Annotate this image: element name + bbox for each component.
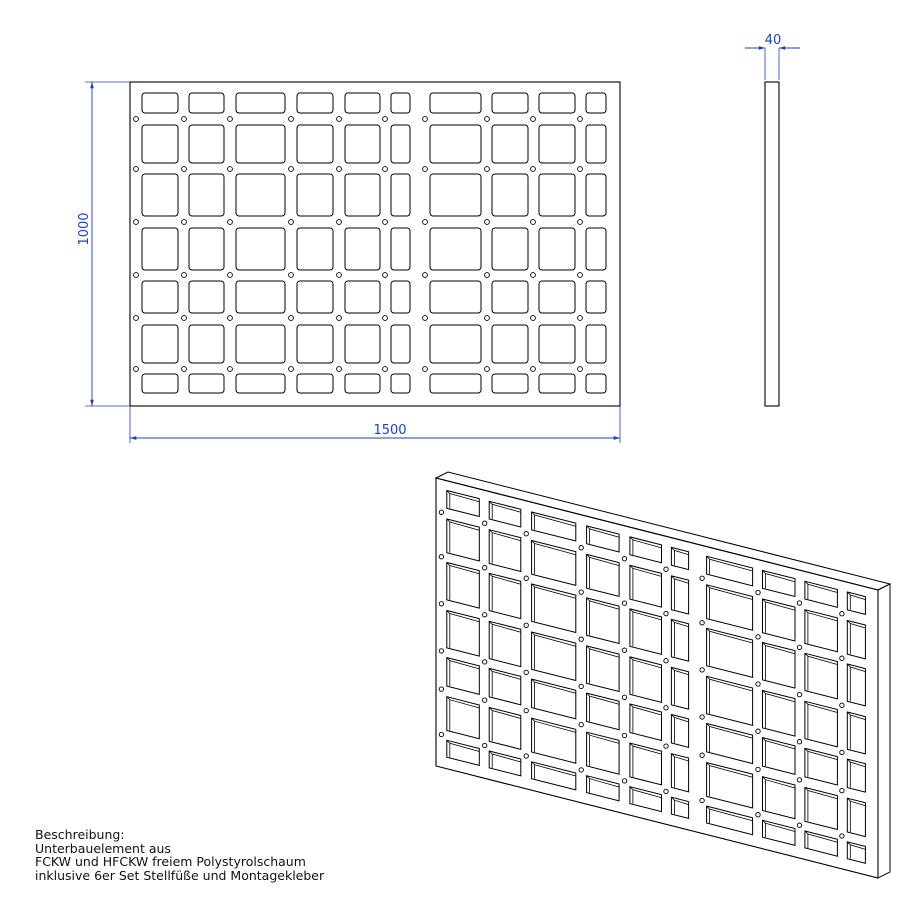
front-hole — [182, 167, 187, 172]
iso-hole — [622, 695, 626, 699]
front-cell — [586, 228, 606, 270]
iso-hole — [622, 601, 626, 605]
front-hole — [531, 367, 536, 372]
front-hole — [383, 167, 388, 172]
front-hole — [337, 316, 342, 321]
iso-hole — [700, 576, 704, 580]
front-cell — [586, 374, 606, 393]
front-cell — [189, 325, 224, 363]
iso-hole — [579, 590, 583, 594]
front-cell — [189, 125, 224, 163]
front-cell — [297, 325, 333, 363]
front-cell — [189, 93, 224, 113]
front-hole — [485, 220, 490, 225]
front-cell — [297, 374, 333, 393]
front-cell — [189, 281, 224, 313]
front-cell — [492, 281, 528, 313]
iso-hole — [797, 740, 801, 744]
front-hole — [485, 117, 490, 122]
front-hole — [531, 220, 536, 225]
front-cell — [430, 281, 481, 313]
iso-cell — [630, 704, 662, 741]
front-hole — [289, 167, 294, 172]
front-hole — [485, 273, 490, 278]
iso-hole — [579, 546, 583, 550]
iso-hole — [483, 613, 487, 617]
iso-hole — [524, 708, 528, 712]
front-cell — [345, 93, 380, 113]
front-cell — [236, 325, 285, 363]
front-hole — [578, 167, 583, 172]
iso-hole — [700, 621, 704, 625]
front-cell — [297, 228, 333, 270]
front-cell — [492, 374, 528, 393]
iso-cell — [587, 693, 620, 730]
front-hole — [423, 167, 428, 172]
front-cell — [391, 228, 410, 270]
front-cell — [539, 93, 575, 113]
front-hole — [228, 273, 233, 278]
front-cell — [430, 125, 481, 163]
front-cell — [345, 281, 380, 313]
iso-hole — [840, 750, 844, 754]
front-cell — [189, 174, 224, 216]
front-hole — [531, 167, 536, 172]
front-hole — [289, 316, 294, 321]
front-hole — [134, 273, 139, 278]
front-view-holes — [134, 117, 583, 372]
iso-hole — [700, 668, 704, 672]
iso-hole — [840, 703, 844, 707]
iso-hole — [756, 767, 760, 771]
iso-hole — [840, 834, 844, 838]
iso-hole — [622, 779, 626, 783]
front-hole — [228, 167, 233, 172]
front-cell — [142, 93, 178, 113]
iso-cell — [707, 628, 753, 677]
front-cell — [586, 325, 606, 363]
front-hole — [134, 167, 139, 172]
front-hole — [383, 220, 388, 225]
iso-hole — [840, 788, 844, 792]
front-hole — [228, 117, 233, 122]
iso-hole — [797, 645, 801, 649]
front-hole — [578, 316, 583, 321]
front-cell — [391, 325, 410, 363]
panel-outline — [130, 82, 620, 406]
width-label: 1500 — [373, 423, 407, 438]
front-cell — [142, 281, 178, 313]
iso-hole — [664, 611, 668, 615]
side-outline — [765, 82, 779, 406]
dimension-height — [77, 82, 130, 406]
front-hole — [337, 167, 342, 172]
front-hole — [289, 220, 294, 225]
front-hole — [423, 117, 428, 122]
front-hole — [337, 220, 342, 225]
description-heading: Beschreibung: — [35, 827, 125, 842]
iso-hole — [700, 798, 704, 802]
front-hole — [182, 220, 187, 225]
iso-hole — [622, 733, 626, 737]
iso-hole — [524, 754, 528, 758]
front-cell — [430, 325, 481, 363]
iso-hole — [579, 684, 583, 688]
front-hole — [289, 367, 294, 372]
iso-hole — [622, 557, 626, 561]
front-cell — [236, 174, 285, 216]
iso-hole — [756, 729, 760, 733]
iso-hole — [840, 656, 844, 660]
iso-cell — [763, 738, 796, 775]
description-block — [35, 828, 324, 882]
iso-hole — [664, 659, 668, 663]
front-hole — [182, 367, 187, 372]
front-hole — [531, 316, 536, 321]
front-cell — [345, 374, 380, 393]
iso-cell — [763, 777, 796, 819]
front-hole — [485, 367, 490, 372]
iso-hole — [579, 637, 583, 641]
iso-hole — [439, 649, 443, 653]
front-hole — [423, 220, 428, 225]
front-hole — [578, 220, 583, 225]
iso-hole — [483, 521, 487, 525]
iso-hole — [524, 670, 528, 674]
iso-side-edge — [878, 584, 890, 878]
front-cell — [492, 228, 528, 270]
iso-cell — [532, 584, 576, 633]
front-hole — [228, 367, 233, 372]
front-cell — [539, 174, 575, 216]
iso-hole — [439, 555, 443, 559]
iso-cell — [707, 585, 753, 630]
iso-hole — [439, 602, 443, 606]
front-hole — [578, 367, 583, 372]
front-hole — [134, 220, 139, 225]
front-hole — [289, 117, 294, 122]
front-cell — [586, 93, 606, 113]
iso-hole — [579, 768, 583, 772]
iso-hole — [622, 648, 626, 652]
front-cell — [142, 325, 178, 363]
front-hole — [485, 167, 490, 172]
dimension-width — [130, 406, 620, 443]
iso-hole — [664, 567, 668, 571]
front-cell — [297, 125, 333, 163]
front-cell — [492, 125, 528, 163]
iso-cell — [532, 718, 576, 763]
iso-cell — [447, 697, 480, 739]
iso-cell — [447, 658, 480, 695]
iso-cell — [805, 748, 838, 785]
front-cell — [539, 325, 575, 363]
iso-hole — [439, 687, 443, 691]
front-cell — [142, 228, 178, 270]
front-cell — [236, 93, 285, 113]
front-cell — [236, 281, 285, 313]
front-hole — [182, 316, 187, 321]
front-hole — [383, 316, 388, 321]
iso-cell — [671, 547, 688, 569]
front-hole — [228, 220, 233, 225]
front-hole — [337, 367, 342, 372]
front-cell — [539, 374, 575, 393]
iso-hole — [439, 510, 443, 514]
front-hole — [134, 316, 139, 321]
front-hole — [289, 273, 294, 278]
iso-hole — [756, 590, 760, 594]
front-cell — [142, 125, 178, 163]
front-hole — [383, 117, 388, 122]
front-hole — [337, 117, 342, 122]
iso-hole — [756, 682, 760, 686]
iso-hole — [483, 743, 487, 747]
front-cell — [539, 228, 575, 270]
front-cell — [142, 174, 178, 216]
iso-hole — [797, 692, 801, 696]
iso-cells — [447, 491, 866, 864]
iso-hole — [664, 706, 668, 710]
iso-holes — [439, 510, 844, 838]
front-cell — [430, 174, 481, 216]
front-cell — [430, 228, 481, 270]
front-hole — [423, 273, 428, 278]
front-hole — [578, 273, 583, 278]
front-cell — [345, 325, 380, 363]
front-cell — [345, 174, 380, 216]
front-hole — [531, 273, 536, 278]
iso-cell — [532, 679, 576, 719]
iso-face — [436, 478, 878, 878]
iso-hole — [524, 532, 528, 536]
front-cell — [539, 125, 575, 163]
front-cell — [391, 125, 410, 163]
iso-cell — [707, 763, 753, 808]
iso-hole — [579, 722, 583, 726]
front-cell — [492, 174, 528, 216]
front-hole — [228, 316, 233, 321]
iso-hole — [797, 778, 801, 782]
front-cell — [345, 228, 380, 270]
iso-top-edge — [436, 472, 890, 590]
iso-hole — [756, 635, 760, 639]
iso-hole — [483, 660, 487, 664]
front-hole — [134, 117, 139, 122]
front-cell — [586, 125, 606, 163]
front-cell — [297, 174, 333, 216]
iso-cell — [707, 724, 753, 764]
front-cell — [297, 93, 333, 113]
side-view — [745, 33, 800, 406]
front-cell — [189, 228, 224, 270]
isometric-view — [436, 472, 890, 878]
iso-hole — [483, 698, 487, 702]
front-hole — [383, 273, 388, 278]
front-hole — [134, 367, 139, 372]
iso-cell — [532, 632, 576, 681]
iso-hole — [483, 566, 487, 570]
iso-hole — [524, 576, 528, 580]
iso-cell — [532, 541, 576, 586]
iso-hole — [756, 813, 760, 817]
iso-hole — [664, 744, 668, 748]
iso-cell — [489, 668, 521, 704]
front-cell — [492, 325, 528, 363]
front-cell — [586, 174, 606, 216]
front-cell — [430, 374, 481, 393]
front-cell — [236, 125, 285, 163]
front-hole — [182, 273, 187, 278]
front-cell — [236, 228, 285, 270]
iso-hole — [797, 823, 801, 827]
description-line-3: inklusive 6er Set Stellfüße und Montagekleber — [35, 867, 325, 883]
front-hole — [383, 367, 388, 372]
front-cell — [142, 374, 178, 393]
front-cell — [297, 281, 333, 313]
front-hole — [423, 367, 428, 372]
front-cell — [391, 374, 410, 393]
front-hole — [337, 273, 342, 278]
front-cell — [189, 374, 224, 393]
iso-hole — [797, 601, 801, 605]
description-line-1: Unterbauelement aus — [35, 840, 171, 856]
front-cell — [345, 125, 380, 163]
front-hole — [182, 117, 187, 122]
front-cell — [391, 281, 410, 313]
front-cell — [391, 174, 410, 216]
front-hole — [531, 117, 536, 122]
iso-cell — [671, 576, 688, 614]
description-line-2: FCKW und HFCKW freiem Polystyrolschaum — [35, 854, 306, 869]
front-cell — [586, 281, 606, 313]
front-cell — [539, 281, 575, 313]
iso-hole — [439, 732, 443, 736]
iso-hole — [840, 612, 844, 616]
iso-hole — [700, 715, 704, 719]
iso-hole — [664, 789, 668, 793]
front-cell — [430, 93, 481, 113]
front-cell — [391, 93, 410, 113]
height-label: 1000 — [77, 212, 92, 246]
iso-cell — [707, 676, 753, 725]
front-view-cells — [142, 93, 606, 393]
iso-hole — [524, 623, 528, 627]
front-hole — [578, 117, 583, 122]
thickness-label: 40 — [764, 33, 782, 48]
iso-cell — [671, 797, 688, 818]
front-hole — [423, 316, 428, 321]
front-hole — [485, 316, 490, 321]
front-cell — [492, 93, 528, 113]
iso-cell — [671, 754, 688, 792]
front-view — [130, 82, 620, 406]
iso-hole — [700, 753, 704, 757]
front-cell — [236, 374, 285, 393]
